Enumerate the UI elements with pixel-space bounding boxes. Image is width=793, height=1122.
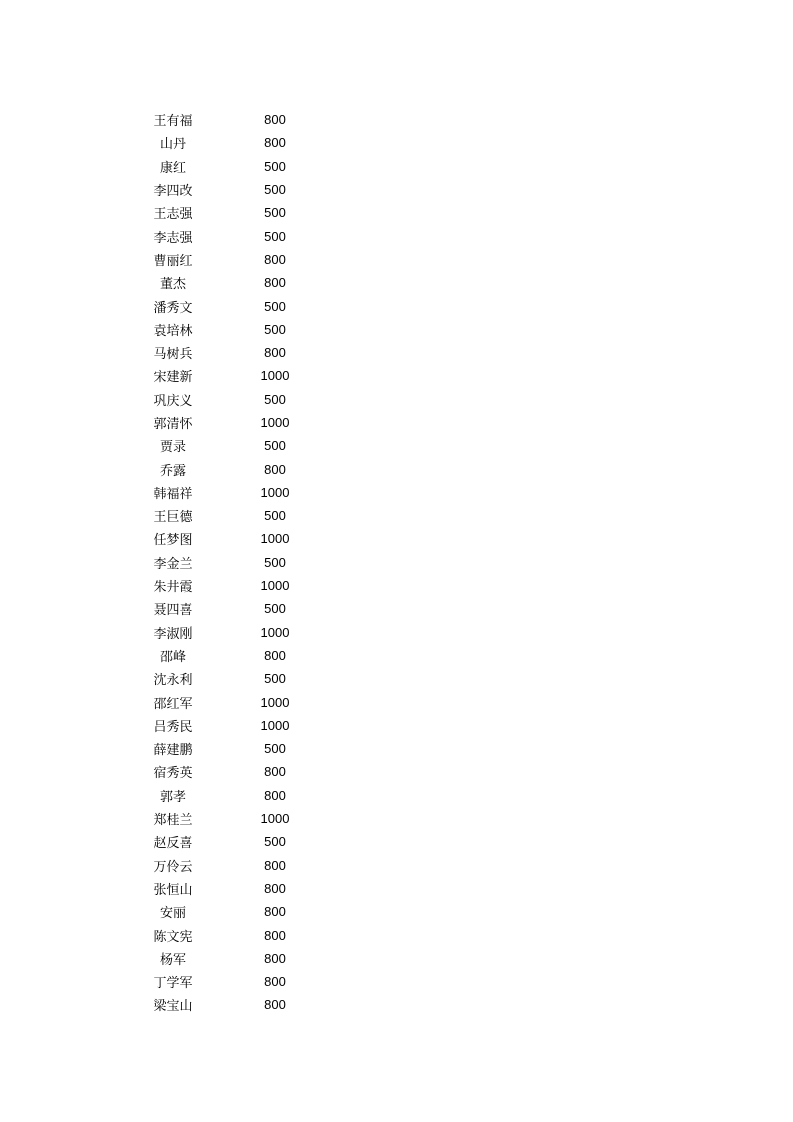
person-name-cell: 王巨德 <box>153 510 193 526</box>
person-name-cell: 郭清怀 <box>153 417 193 432</box>
table-row <box>133 900 333 923</box>
person-name-cell: 任梦图 <box>153 533 193 549</box>
table-row <box>133 201 333 224</box>
amount-cell: 800 <box>264 880 286 896</box>
amount-cell: 500 <box>264 391 286 407</box>
amount-cell: 800 <box>264 787 286 803</box>
person-name-cell: 李淑刚 <box>153 626 193 642</box>
amount-cell: 1000 <box>260 484 290 500</box>
amount-cell: 1000 <box>260 578 290 594</box>
table-row <box>133 411 333 434</box>
table-row <box>133 434 333 457</box>
amount-cell: 800 <box>264 345 286 361</box>
table-row <box>133 481 333 504</box>
person-name-cell: 宋建新 <box>153 370 193 386</box>
amount-cell: 500 <box>264 321 286 337</box>
person-name-cell: 丁学军 <box>153 976 193 992</box>
table-row <box>133 551 333 574</box>
table-row <box>133 271 333 294</box>
table-row <box>133 923 333 946</box>
table-row <box>133 970 333 993</box>
table-row <box>133 947 333 970</box>
amount-cell: 1000 <box>260 717 290 733</box>
person-name-cell: 巩庆义 <box>153 393 193 409</box>
table-row <box>133 993 333 1016</box>
table-row <box>133 108 333 131</box>
table-row <box>133 690 333 713</box>
person-name-cell: 万伶云 <box>153 859 193 875</box>
table-row <box>133 224 333 247</box>
amount-cell: 800 <box>264 251 286 267</box>
amount-cell: 800 <box>264 135 286 151</box>
amount-cell: 500 <box>264 182 286 198</box>
name-amount-table <box>133 108 333 1017</box>
table-row <box>133 830 333 853</box>
amount-cell: 500 <box>264 554 286 570</box>
person-name-cell: 潘秀文 <box>153 300 193 316</box>
amount-cell: 1000 <box>260 624 290 640</box>
amount-cell: 1000 <box>260 368 290 384</box>
person-name-cell: 李志强 <box>153 230 193 246</box>
person-name-cell: 吕秀民 <box>153 719 193 735</box>
amount-cell: 500 <box>264 228 286 244</box>
table-row <box>133 318 333 341</box>
person-name-cell: 王志强 <box>153 207 193 223</box>
amount-cell: 1000 <box>260 694 290 710</box>
table-row <box>133 527 333 550</box>
amount-cell: 800 <box>264 461 286 477</box>
person-name-cell: 袁培林 <box>153 323 193 339</box>
person-name-cell: 张恒山 <box>153 882 193 898</box>
amount-cell: 800 <box>264 275 286 291</box>
table-row <box>133 760 333 783</box>
person-name-cell: 马树兵 <box>153 347 193 363</box>
amount-cell: 800 <box>264 112 286 128</box>
amount-cell: 500 <box>264 671 286 687</box>
table-row <box>133 178 333 201</box>
person-name-cell: 杨军 <box>159 952 186 968</box>
table-row <box>133 248 333 271</box>
table-row <box>133 504 333 527</box>
amount-cell: 500 <box>264 508 286 524</box>
table-row <box>133 388 333 411</box>
amount-cell: 500 <box>264 158 286 174</box>
table-row <box>133 714 333 737</box>
table-row <box>133 364 333 387</box>
table-row <box>133 667 333 690</box>
amount-cell: 500 <box>264 438 286 454</box>
amount-cell: 800 <box>264 950 286 966</box>
person-name-cell: 朱井霞 <box>153 580 193 596</box>
person-name-cell: 王有福 <box>153 114 193 130</box>
person-name-cell: 郭孝 <box>159 789 186 805</box>
person-name-cell: 宿秀英 <box>153 766 193 782</box>
table-row <box>133 155 333 178</box>
table-row <box>133 621 333 644</box>
table-row <box>133 737 333 760</box>
amount-cell: 800 <box>264 974 286 990</box>
amount-cell: 500 <box>264 298 286 314</box>
table-row <box>133 644 333 667</box>
table-row <box>133 807 333 830</box>
person-name-cell: 曹丽红 <box>153 253 193 269</box>
person-name-cell: 赵反喜 <box>153 836 193 852</box>
table-row <box>133 131 333 154</box>
amount-cell: 800 <box>264 857 286 873</box>
person-name-cell: 李四改 <box>153 184 193 200</box>
person-name-cell: 聂四喜 <box>153 603 193 619</box>
person-name-cell: 山丹 <box>159 137 186 153</box>
amount-cell: 800 <box>264 927 286 943</box>
table-row <box>133 784 333 807</box>
table-row <box>133 854 333 877</box>
person-name-cell: 邵红军 <box>153 696 193 712</box>
amount-cell: 500 <box>264 741 286 757</box>
table-row <box>133 457 333 480</box>
person-name-cell: 梁宝山 <box>153 999 193 1015</box>
table-row <box>133 597 333 620</box>
table-row <box>133 877 333 900</box>
amount-cell: 800 <box>264 647 286 663</box>
amount-cell: 800 <box>264 997 286 1013</box>
amount-cell: 1000 <box>260 531 290 547</box>
person-name-cell: 董杰 <box>159 277 186 293</box>
person-name-cell: 邵峰 <box>159 649 186 665</box>
amount-cell: 500 <box>264 205 286 221</box>
person-name-cell: 沈永利 <box>153 673 193 689</box>
amount-cell: 1000 <box>260 811 290 827</box>
person-name-cell: 安丽 <box>159 906 186 922</box>
person-name-cell: 郑桂兰 <box>153 813 193 829</box>
person-name-cell: 康红 <box>159 160 186 176</box>
amount-cell: 800 <box>264 764 286 780</box>
table-row <box>133 294 333 317</box>
amount-cell: 1000 <box>260 415 290 430</box>
table-row <box>133 574 333 597</box>
amount-cell: 800 <box>264 904 286 920</box>
amount-cell: 500 <box>264 601 286 617</box>
person-name-cell: 薛建鹏 <box>153 743 193 759</box>
person-name-cell: 陈文宪 <box>153 929 193 945</box>
amount-cell: 500 <box>264 834 286 850</box>
table-row <box>133 341 333 364</box>
person-name-cell: 韩福祥 <box>153 486 193 502</box>
person-name-cell: 贾录 <box>159 440 186 456</box>
person-name-cell: 乔露 <box>159 463 186 479</box>
person-name-cell: 李金兰 <box>153 556 193 572</box>
